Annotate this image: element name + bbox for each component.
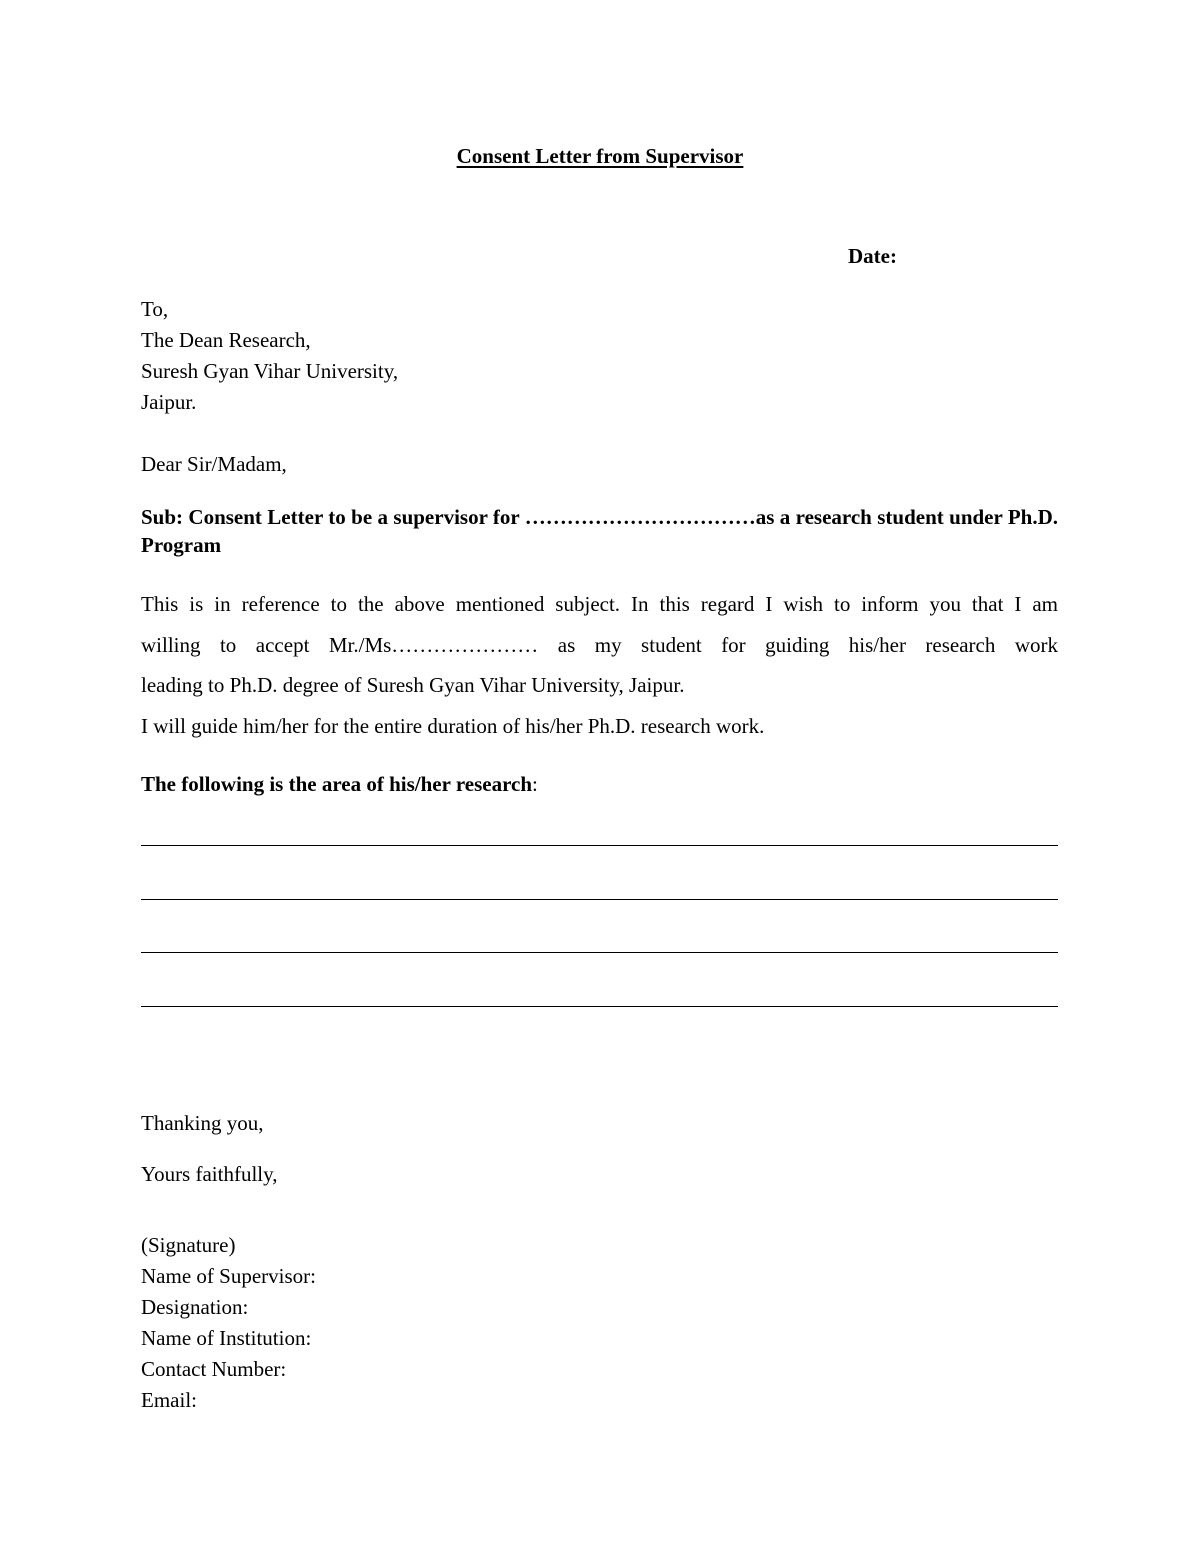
closing-sign-off: Yours faithfully, [141,1162,278,1186]
research-area-blank-line [141,899,1058,900]
signature-label: (Signature) [141,1233,236,1257]
body-line: I will guide him/her for the entire duration of his/her Ph.D. research work. [141,713,765,738]
address-line: To, [141,297,169,321]
document-title-text: Consent Letter from Supervisor [456,144,744,168]
supervisor-name-label: Name of Supervisor: [141,1264,316,1288]
institution-label: Name of Institution: [141,1326,312,1350]
document-title [0,146,1200,167]
recipient-address [141,294,398,418]
date-label: Date: [848,244,897,268]
address-line: Suresh Gyan Vihar University, [141,359,399,383]
body-paragraph [141,584,1058,746]
research-area-heading-colon: : [532,772,538,796]
research-area-blank-line [141,952,1058,953]
designation-label: Designation: [141,1295,249,1319]
body-line: leading to Ph.D. degree of Suresh Gyan Vihar University, Jaipur. [141,673,685,697]
research-area-heading-text: The following is the area of his/her research [141,772,533,796]
research-area-heading [141,774,538,795]
body-line: This is in reference to the above mentioned subject. In this regard I wish to inform you that I am [141,592,1058,616]
research-area-blank-line [141,845,1058,846]
research-area-blank-line [141,1006,1058,1007]
closing-thanks: Thanking you, [141,1111,264,1135]
signature-block [141,1230,316,1416]
salutation: Dear Sir/Madam, [141,452,287,476]
address-line: The Dean Research, [141,328,311,352]
address-line: Jaipur. [141,390,197,414]
body-line: willing to accept Mr./Ms………………… as my student for guiding his/her research work [141,632,1058,657]
subject-line: Sub: Consent Letter to be a supervisor for ……………………………as a research student under Ph.D. Program [141,505,1058,557]
email-label: Email: [141,1388,197,1412]
contact-number-label: Contact Number: [141,1357,287,1381]
